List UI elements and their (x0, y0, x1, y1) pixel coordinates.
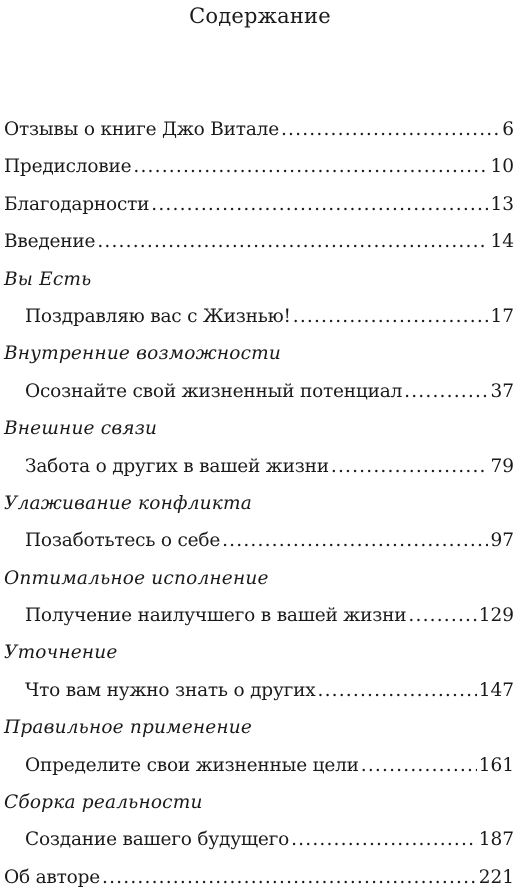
toc-entry-label: Благодарности (4, 193, 150, 215)
dot-leader (151, 186, 488, 223)
toc-page-number: 187 (478, 829, 514, 851)
toc-entry-label: Что вам нужно знать о других (25, 679, 316, 701)
toc-entry[interactable] (0, 148, 520, 185)
toc-entry-label: Осознайте свой жизненный потенциал (25, 380, 403, 402)
toc-entry-label: Отзывы о книге Джо Витале (4, 119, 279, 140)
toc-entry[interactable] (0, 747, 520, 784)
toc-page-number: 129 (478, 605, 514, 627)
toc-entry[interactable] (0, 186, 520, 223)
toc-entry-label: Определите свои жизненные цели (25, 754, 359, 776)
section-heading: Оптимальное исполнение (4, 567, 269, 589)
dot-leader (317, 672, 476, 709)
section-heading: Правильное применение (4, 717, 253, 739)
dot-leader (102, 859, 477, 896)
toc-entry[interactable] (0, 859, 520, 896)
section-heading: Улаживание конфликта (4, 492, 253, 514)
toc-page-number: 37 (490, 380, 514, 402)
toc-page-number: 17 (490, 305, 514, 327)
toc-entry-label: Забота о других в вашей жизни (25, 455, 329, 477)
dot-leader (281, 111, 500, 148)
toc-entry[interactable] (0, 223, 520, 260)
toc-entry-label: Поздравляю вас с Жизнью! (25, 305, 291, 327)
dot-leader (133, 148, 488, 185)
toc-entry[interactable] (0, 672, 520, 709)
toc-page-number: 14 (490, 231, 514, 253)
section-heading: Уточнение (4, 642, 118, 664)
toc-page-number: 97 (490, 530, 514, 552)
toc-entry-label: Создание вашего будущего (25, 829, 290, 851)
toc-entry[interactable] (0, 821, 520, 858)
toc-page-number: 10 (490, 156, 514, 178)
toc-entry[interactable] (0, 448, 520, 485)
dot-leader (361, 747, 477, 784)
toc-entry[interactable] (0, 373, 520, 410)
toc-page-number: 161 (478, 754, 514, 776)
toc-page-number: 147 (478, 679, 514, 701)
section-heading: Внешние связи (4, 418, 158, 440)
dot-leader (331, 448, 489, 485)
toc-entry[interactable] (0, 597, 520, 634)
toc-page-number: 79 (490, 455, 514, 477)
dot-leader (404, 373, 488, 410)
dot-leader (293, 298, 489, 335)
toc-list (0, 111, 520, 896)
toc-entry[interactable] (0, 298, 520, 335)
section-heading: Сборка реальности (4, 792, 203, 814)
section-heading: Вы Есть (4, 268, 92, 290)
dot-leader (291, 821, 477, 858)
page-title: Содержание (189, 4, 331, 28)
toc-entry-label: Об авторе (4, 866, 100, 888)
dot-leader (408, 597, 476, 634)
dot-leader (222, 522, 488, 559)
toc-entry-label: Получение наилучшего в вашей жизни (25, 605, 407, 627)
toc-entry[interactable] (0, 522, 520, 559)
toc-entry-label: Предисловие (4, 156, 132, 178)
section-heading: Внутренние возможности (4, 343, 282, 365)
toc-page-number: 6 (502, 119, 514, 140)
dot-leader (97, 223, 488, 260)
toc-entry-label: Позаботьтесь о себе (25, 530, 221, 552)
toc-entry-label: Введение (4, 231, 96, 253)
toc-page-number: 221 (478, 866, 514, 888)
toc-entry[interactable] (0, 111, 520, 148)
toc-page-number: 13 (490, 193, 514, 215)
